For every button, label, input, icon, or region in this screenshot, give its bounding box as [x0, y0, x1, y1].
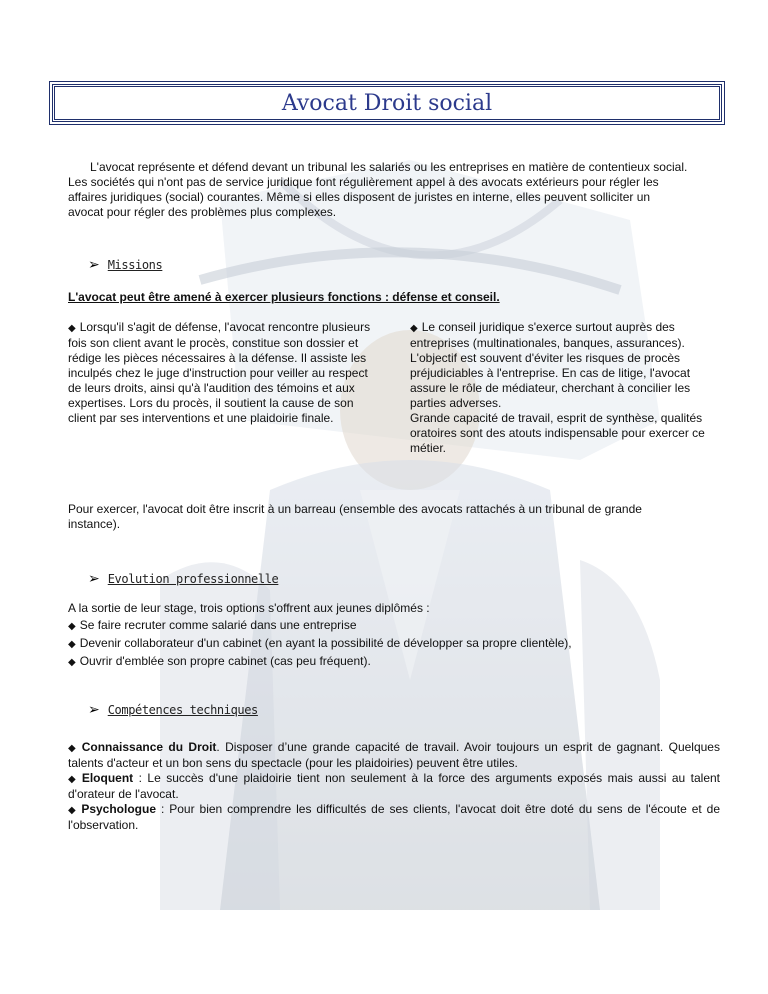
conseil-text: Le conseil juridique s'exerce surtout auprès des entreprises (multinationales, banques, assurances). L'objectif est souvent d'éviter les risques de procès préjudiciables à l'entreprise. En cas de litige, l'avocat assure le rôle de médiateur, cherchant à concilier les parties adverses. [410, 320, 691, 410]
competence-item: ◆ Eloquent : Le succès d'une plaidoirie tient non seulement à la force des arguments exposés mais aussi au talent d'orateur de l'avocat. [68, 771, 720, 801]
intro-paragraph: L'avocat représente et défend devant un tribunal les salariés ou les entreprises en matière de contentieux social. Les sociétés qui n'ont pas de service juridique font régulièrement appel à des avocats extérieurs pour régler les affaires juridiques (social) courantes. Même si elles disposent de juristes en interne, elles peuvent solliciter un avocat pour régler des problèmes plus complexes. [68, 160, 688, 219]
section-competences-heading [88, 701, 258, 718]
competence-label: Connaissance du Droit [81, 740, 217, 754]
defense-text: Lorsqu'il s'agit de défense, l'avocat rencontre plusieurs fois son client avant le procès, constitue son dossier et rédige les pièces nécessaires à la défense. Il assiste les inculpés chez le juge d'instruction pour veiller au respect de leurs droits, ainsi qu'à l'audition des témoins et aux expertises. Lors du procès, il soutient la cause de son client par ses interventions et une plaidoirie finale. [68, 320, 371, 425]
diamond-bullet-icon: ◆ [68, 743, 78, 754]
competence-label: Psychologue [81, 802, 156, 816]
diamond-bullet-icon: ◆ [68, 774, 78, 785]
page-title: Avocat Droit social [281, 90, 493, 116]
section-title: Compétences techniques [107, 702, 258, 717]
conseil-qualities-text: Grande capacité de travail, esprit de synthèse, qualités oratoires sont des atouts indispensable pour exercer ce métier. [410, 411, 705, 455]
competence-label: Eloquent [81, 771, 134, 785]
competence-item: ◆ Psychologue : Pour bien comprendre les difficultés de ses clients, l'avocat doit être doté du sens de l'écoute et de l'observation. [68, 802, 720, 832]
barreau-paragraph: Pour exercer, l'avocat doit être inscrit à un barreau (ensemble des avocats rattachés à un tribunal de grande instance). [68, 502, 642, 531]
section-evolution-heading [88, 570, 278, 587]
evolution-options-list [68, 617, 572, 671]
list-item: ◆ Se faire recruter comme salarié dans une entreprise [68, 618, 357, 632]
diamond-bullet-icon: ◆ [68, 639, 76, 650]
section-missions-heading [88, 256, 162, 273]
missions-defense-column [68, 320, 373, 426]
missions-lead: L'avocat peut être amené à exercer plusieurs fonctions : défense et conseil. [68, 290, 500, 304]
competences-list [68, 740, 720, 833]
section-title: Missions [107, 257, 163, 272]
arrow-bullet-icon: ➢ [88, 570, 100, 586]
list-item: ◆ Devenir collaborateur d'un cabinet (en ayant la possibilité de développer sa propre clientèle), [68, 636, 572, 650]
diamond-bullet-icon: ◆ [68, 657, 76, 668]
evolution-intro: A la sortie de leur stage, trois options s'offrent aux jeunes diplômés : [68, 601, 430, 615]
diamond-bullet-icon: ◆ [68, 805, 78, 816]
diamond-bullet-icon: ◆ [68, 323, 76, 334]
arrow-bullet-icon: ➢ [88, 701, 100, 717]
list-item: ◆ Ouvrir d'emblée son propre cabinet (cas peu fréquent). [68, 654, 371, 668]
diamond-bullet-icon: ◆ [68, 621, 76, 632]
section-title: Evolution professionnelle [107, 571, 279, 586]
missions-conseil-column [410, 320, 720, 456]
competence-item: ◆ Connaissance du Droit. Disposer d’une grande capacité de travail. Avoir toujours un esprit de gagnant. Quelques talents d'acteur et un bon sens du spectacle (pour les plaidoiries) peuvent être utiles. [68, 740, 720, 770]
diamond-bullet-icon: ◆ [410, 323, 418, 334]
title-frame [52, 84, 722, 122]
arrow-bullet-icon: ➢ [88, 256, 100, 272]
